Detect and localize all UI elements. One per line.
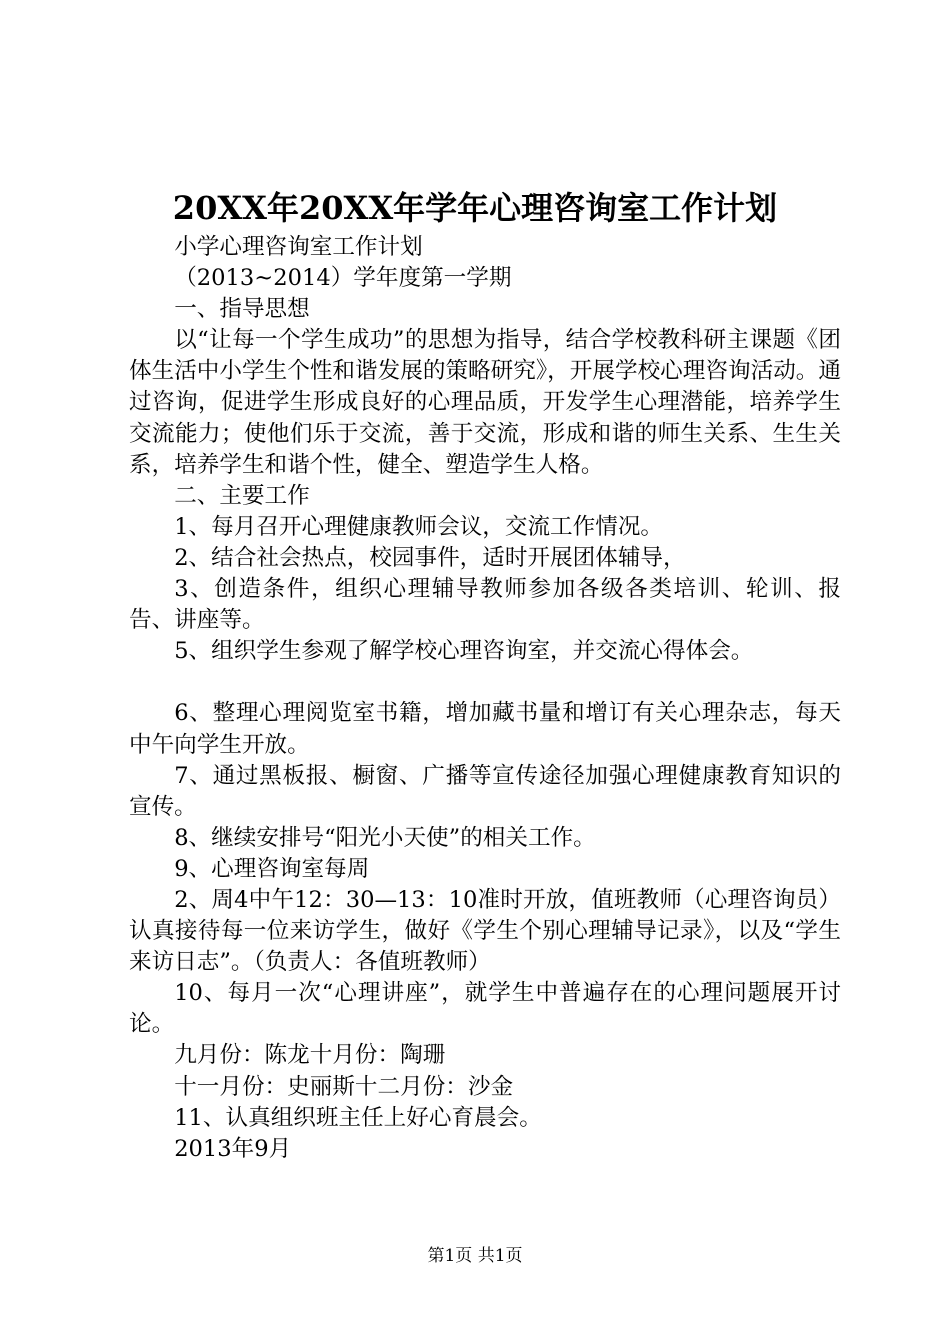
schedule-line-2: 十一月份：史丽斯十二月份：沙金: [174, 1073, 514, 1100]
document-date: 2013年9月: [174, 1135, 292, 1162]
section-heading-guiding-thought: 一、指导思想: [174, 296, 310, 323]
document-body: [129, 232, 841, 1165]
list-item-2: 2、结合社会热点，校园事件，适时开展团体辅导，: [174, 544, 686, 571]
list-item-7: 7、通过黑板报、橱窗、广播等宣传途径加强心理健康教育知识的宣传。: [129, 762, 841, 820]
paragraph-term: （2013~2014）学年度第一学期: [174, 265, 512, 292]
list-item-6: 6、整理心理阅览室书籍，增加藏书量和增订有关心理杂志，每天中午向学生开放。: [129, 700, 841, 758]
list-item-10: 10、每月一次“心理讲座”，就学生中普遍存在的心理问题展开讨论。: [129, 980, 841, 1038]
paragraph-subtitle: 小学心理咨询室工作计划: [174, 234, 423, 260]
list-item-1: 1、每月召开心理健康教师会议，交流工作情况。: [174, 513, 664, 540]
list-item-5: 5、组织学生参观了解学校心理咨询室，并交流心得体会。: [174, 638, 754, 665]
list-item-9: 9、心理咨询室每周: [174, 855, 370, 882]
list-item-8: 8、继续安排号“阳光小天使”的相关工作。: [174, 824, 596, 851]
page-number-footer: 第1页 共1页: [427, 1246, 523, 1266]
blank-line: [129, 667, 841, 698]
list-item-3: 3、创造条件，组织心理辅导教师参加各级各类培训、轮训、报告、讲座等。: [129, 576, 841, 634]
section-heading-main-work: 二、主要工作: [174, 482, 310, 509]
paragraph-guiding-thought: 以“让每一个学生成功”的思想为指导，结合学校教科研主课题《团体生活中小学生个性和谐发展的策略研究》，开展学校心理咨询活动。通过咨询，促进学生形成良好的心理品质，开发学生心理潜能，培养学生交流能力；使他们乐于交流，善于交流，形成和谐的师生关系、生生关系，培养学生和谐个性，健全、塑造学生人格。: [129, 327, 841, 478]
schedule-line-1: 九月份：陈龙十月份：陶珊: [174, 1042, 446, 1069]
document-title: 20XX年20XX年学年心理咨询室工作计划: [172, 189, 778, 227]
list-item-schedule: 2、周4中午12：30—13：10准时开放，值班教师（心理咨询员）认真接待每一位来访学生，做好《学生个别心理辅导记录》，以及“学生来访日志”。（负责人：各值班教师）: [129, 886, 841, 976]
list-item-11: 11、认真组织班主任上好心育晨会。: [174, 1104, 542, 1131]
